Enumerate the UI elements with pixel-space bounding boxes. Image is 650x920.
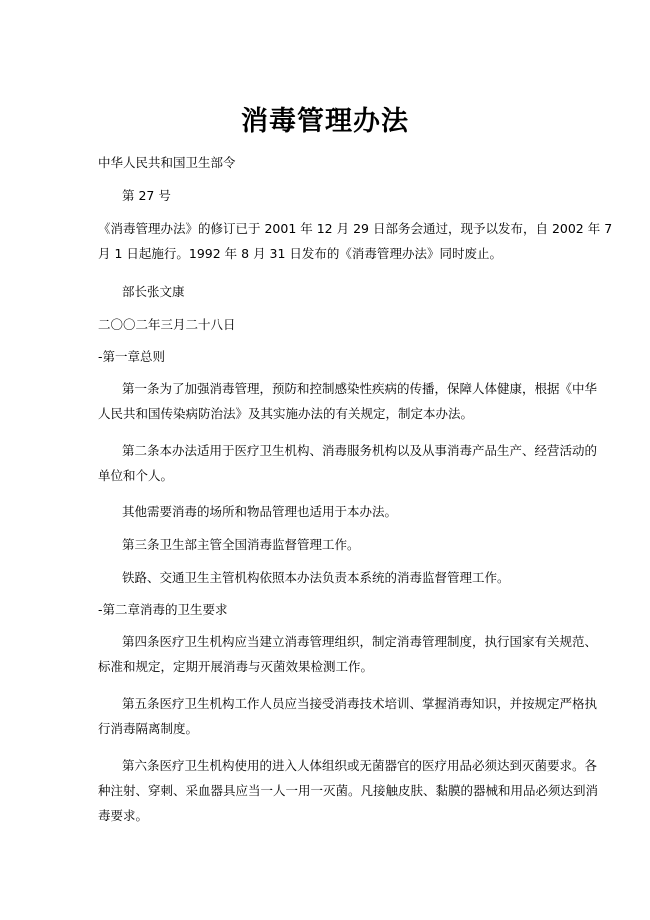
- article-2-extra: 其他需要消毒的场所和物品管理也适用于本办法。: [122, 504, 398, 519]
- document-title: 消毒管理办法: [241, 106, 409, 137]
- date-line: 二〇〇二年三月二十八日: [98, 317, 236, 332]
- intro-line-2: 月 1 日起施行。1992 年 8 月 31 日发布的《消毒管理办法》同时废止。: [98, 246, 502, 261]
- order-number: 第 27 号: [122, 188, 171, 203]
- article-5-line-1: 第五条医疗卫生机构工作人员应当接受消毒技术培训、掌握消毒知识，并按规定严格执: [122, 696, 598, 711]
- article-4-line-1: 第四条医疗卫生机构应当建立消毒管理组织，制定消毒管理制度，执行国家有关规范、: [122, 634, 598, 649]
- article-6-paragraph: [98, 753, 599, 828]
- article-1-line-2: 人民共和国传染病防治法》及其实施办法的有关规定，制定本办法。: [98, 406, 474, 421]
- article-2-line-2: 单位和个人。: [98, 468, 174, 483]
- article-4-paragraph: [98, 629, 598, 679]
- article-5-line-2: 行消毒隔离制度。: [98, 721, 199, 736]
- intro-paragraph: [98, 216, 613, 266]
- article-3-extra: 铁路、交通卫生主管机构依照本办法负责本系统的消毒监督管理工作。: [122, 570, 510, 585]
- article-2-paragraph: [98, 438, 598, 488]
- article-5-paragraph: [98, 691, 598, 741]
- article-1-paragraph: [98, 376, 598, 426]
- signature-line: 部长张文康: [122, 284, 185, 299]
- chapter-1-heading: -第一章总则: [98, 349, 166, 364]
- article-6-line-3: 毒要求。: [98, 808, 149, 823]
- article-6-line-1: 第六条医疗卫生机构使用的进入人体组织或无菌器官的医疗用品必须达到灭菌要求。各: [122, 758, 598, 773]
- article-3: 第三条卫生部主管全国消毒监督管理工作。: [122, 537, 360, 552]
- article-2-line-1: 第二条本办法适用于医疗卫生机构、消毒服务机构以及从事消毒产品生产、经营活动的: [122, 443, 598, 458]
- article-6-line-2: 种注射、穿刺、采血器具应当一人一用一灭菌。凡接触皮肤、黏膜的器械和用品必须达到消: [98, 783, 599, 798]
- chapter-2-heading: -第二章消毒的卫生要求: [98, 602, 228, 617]
- issuer-line: 中华人民共和国卫生部令: [98, 155, 236, 170]
- article-1-line-1: 第一条为了加强消毒管理，预防和控制感染性疾病的传播，保障人体健康，根据《中华: [122, 381, 598, 396]
- article-4-line-2: 标准和规定，定期开展消毒与灭菌效果检测工作。: [98, 659, 374, 674]
- intro-line-1: 《消毒管理办法》的修订已于 2001 年 12 月 29 日部务会通过，现予以发布，自 2002 年 7: [98, 221, 613, 236]
